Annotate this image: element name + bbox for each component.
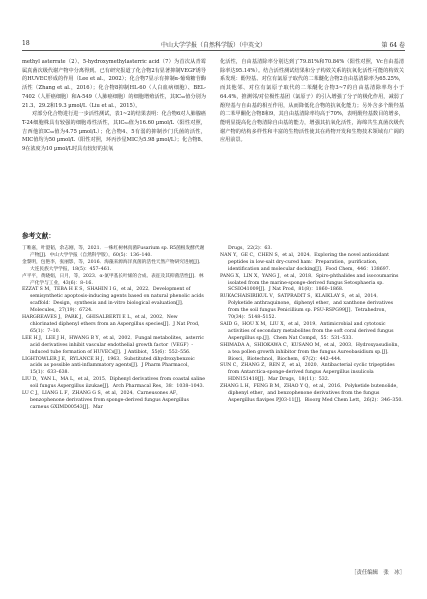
reference-entry: 金黎明，包艳李，张丽影，等，2016．海藻来源海洋真菌的活性天然产物研究进展[J]．大连民族大学学报，18(5)：457–461.	[22, 259, 204, 272]
body-paragraph: methyl asterrate（2）、5-hydroxymethylasterric acid（7）为首次从青霉属真菌次级代谢产物中分离得到。已有研究报道了化合物2有显著抑制VEGF诱导的HUVEC形成的作用（Lee et al.，2002）；化合物7显示有抑制α-葡萄糖苷酶活性（Zhang et al.，2016）；化合物8抑制HL-60（人白血病细胞）、BEL-7402（人肝癌细胞）和A-549（人肺癌细胞）的细胞增殖活性，其IC₅₀值分别为21.3、29.2和19.3 µmol/L（Liu et al.，2015）。	[22, 59, 206, 109]
body-column-left	[22, 58, 206, 154]
reference-entry: EZZAT S M，TEBA H E S，SHAHIN I G，et al，2022．Development of semisynthetic apoptosis-inducing agents based on natural phenolic acids scaffold：Design，synthesis and in-vitro biological evaluation[J]．Molecules，27(19)：6724.	[22, 287, 204, 314]
reference-entry: SAID G，HOU X M，LIU X，et al，2019．Antimicrobial and cytotoxic activities of secondary metabolites from the soft coral derived fungus Aspergillus sp.[J]．Chem Nat Compd，55：531–533.	[220, 321, 394, 341]
responsible-editor: ［责任编辑 张 冰］	[351, 570, 405, 576]
reference-entry: 卢平平，黄晓娟，日月，等，2023．α-氯甲基长叶烯的合成、表征及其抑菌活性[J]．林产化学与工业，43(6)：8–16.	[22, 273, 204, 286]
reference-entry: SHIMADA A，SHIOKAWA C，KUSANO M，et al，2003．Hydroxyasudiolin，a tea pollen growth inhibitor from the fungus Aureobasidium sp.[J]．Biosci，Biotechnol，Biochem，67(2)：442–444.	[220, 342, 403, 362]
references-heading: 参考文献：	[22, 232, 55, 240]
body-paragraph: 化活性，自由基清除率分别达到了79.81%和70.84%（阳性对照，Vc自由基清除率达95.14%）。结合活性测试结果和分子构效关系的抗氧化活性可能的构效关系发现：酚羟基、对位有氯原子取代的二苯醚化合物2自由基清除率为65.25%，而其他邻、对位有氯原子取代的二苯醚化合物3~7的自由基清除率均小于64.4%，推测邻/对位极性基团（氯原子）的引入增强了分子的极化作用，减弱了酚羟基与自由基的相互作用，从而降低化合物的抗氧化能力；另外含多个酚羟基的二苯甲酮化合物8和9，其自由基清除率均高于70%，表明酚羟基数目的增多，能明显提高化合物清除自由基的能力，增强其抗氧化活性，海绵共生真菌次级代谢产物的结构多样性和丰富的生物活性使其在药物开发和生物技术领域有广阔的应用前景。	[220, 59, 404, 144]
reference-entry: SUN C，ZHANG Z，REN Z，et al，2020．Antibacterial cyclic tripeptides from Antarctica-sponge-derived fungus Aspergillus insulicola HDN151418[J]．Mar Drugs，18(11)：532.	[220, 363, 395, 383]
reference-entry: LU C J，LIANG L F，ZHANG G S，et al，2024．Carneusones AF，benzophenone derivatives from sponge-derived fungus Aspergillus carneus GXIMD00543[J]．Mar	[22, 391, 189, 410]
references-list-right	[220, 246, 404, 405]
references-list-left	[22, 246, 206, 412]
reference-entry: NAN Y，GE C，CHEN S，et al，2024．Exploring the novel antioxidant peptides in low-salt dry-cured ham：Preparation，purification，identification and molecular docking[J]．Food Chem，446：138697.	[220, 252, 391, 272]
body-paragraph: 对部分化合物进行进一步活性测试，表1~2的结果表明：化合物6对人肺腺癌T-24细胞株具有较强的细胞毒性活性，其IC₅₀值为16.60 µmol/L（阳性对照，吉西他滨IC₅₀值为4.75 µmol/L）；化合物4、5有弱的抑制沙门氏菌的活性，MIC值均为50 µmol/L（阳性对照，环丙沙星MIC为5.98 µmol/L）；化合物8、9在浓度为10 µmol/L时具有较好的抗氧	[22, 111, 206, 153]
reference-entry: LEE H J，LEE J H，HWANG B Y，et al，2002．Fungal metabolites，asterric acid derivatives inhibit vascular endothelial growth factor（VEGF）-induced tube formation of HUVECs[J]．J Antibiot，55(6)：552–556.	[22, 335, 205, 355]
reference-entry: 丁唯嘉，叶澄韬，余志刚，等，2021．一株红树林真菌Fusarium sp. R5菌根发酵代谢产物[J]．中山大学学报（自然科学版），60(5)：136–140.	[22, 246, 205, 258]
body-column-right	[220, 58, 404, 145]
reference-entry: LIGHTOWLER J E，RYLANCE H J，1963．Substituted dihydroxybenzoic acids as possible anti-inflammatory agents[J]．J Pharm Pharmacol，15(1)：633–638.	[22, 356, 195, 376]
reference-entry: LIU D，YAN L，MA L，et al，2015．Diphenyl derivatives from coastal saline soil fungus Aspergillus iizukae[J]．Arch Pharmacal Res，38：1038–1043.	[22, 377, 205, 390]
reference-entry: ZHANG L H，FENG B M，ZHAO Y Q，et al，2016．Polyketide butenolide，diphenyl ether，and benzophenone derivatives from the fungus Aspergillus flavipes PJ03-11[J]．Bioorg Med Chem Lett，26(2)：346–350.	[220, 384, 403, 403]
reference-entry: HARGREAVES J，PARK J，GHISALBERTI E L，et al，2002．New chlorinated diphenyl ethers from an Aspergillus species[J]．J Nat Prod，65(1)：7–10.	[22, 315, 203, 334]
volume-label: 第 64 卷	[381, 42, 405, 49]
reference-entry: PANG X，LIN X，YANG J，et al，2018．Spiro-phthalides and isocoumarins isolated from the marine-sponge-derived fungus Setosphaeria sp. SCSIO41009[J]．J Nat Prod，81(8)：1860–1868.	[220, 273, 399, 293]
running-header	[22, 38, 405, 51]
page-number: 18	[22, 40, 30, 47]
reference-entry: RUKACHAISIRIKUL V，SATPRADIT S，KLAIKLAY S，et al，2014．Polyketide anthraquinone，diphenyl ether，and xanthone derivatives from the soil fungus Penicillium sp. PSU-RSPG99[J]．Tetrahedron，70(34)：5148–5152.	[220, 294, 394, 321]
reference-entry: Drugs，22(2)：63.	[228, 246, 272, 251]
journal-title: 中山大学学报（自然科学版）（中英文）	[160, 42, 266, 49]
